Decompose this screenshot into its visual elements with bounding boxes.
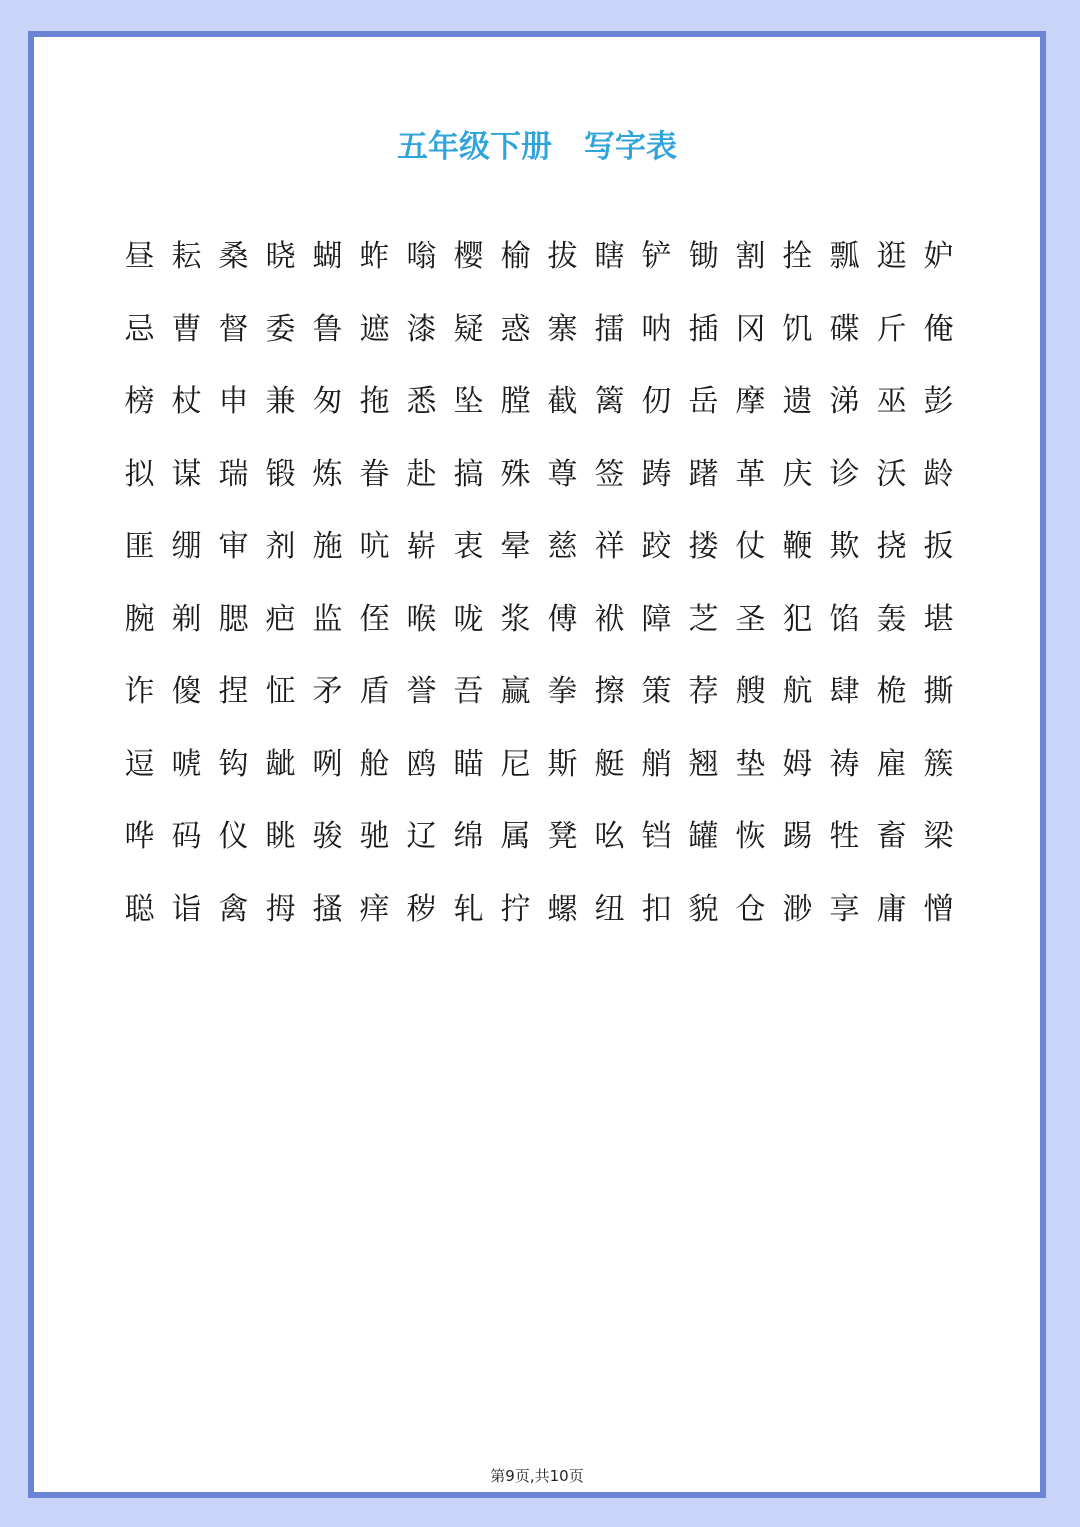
character-cell: 眺	[265, 819, 296, 855]
character-cell: 曹	[171, 311, 202, 347]
character-cell: 袱	[594, 601, 625, 637]
character-row	[116, 725, 966, 798]
character-cell: 赢	[500, 674, 531, 710]
character-cell: 督	[218, 311, 249, 347]
character-cell: 艘	[735, 674, 766, 710]
character-cell: 凳	[547, 819, 578, 855]
character-cell: 踌	[641, 456, 672, 492]
character-cell: 跤	[641, 529, 672, 565]
character-cell: 垫	[735, 746, 766, 782]
character-cell: 憎	[923, 891, 954, 927]
character-cell: 搞	[453, 456, 484, 492]
character-cell: 逛	[876, 239, 907, 275]
character-cell: 傅	[547, 601, 578, 637]
character-cell: 摩	[735, 384, 766, 420]
character-cell: 妒	[923, 239, 954, 275]
character-grid	[116, 217, 966, 942]
character-cell: 貌	[688, 891, 719, 927]
character-cell: 仗	[735, 529, 766, 565]
character-cell: 施	[312, 529, 343, 565]
character-cell: 碟	[829, 311, 860, 347]
character-cell: 瞄	[453, 746, 484, 782]
character-cell: 盾	[359, 674, 390, 710]
character-cell: 蚱	[359, 239, 390, 275]
character-cell: 委	[265, 311, 296, 347]
character-cell: 吾	[453, 674, 484, 710]
character-cell: 馅	[829, 601, 860, 637]
character-cell: 浆	[500, 601, 531, 637]
character-cell: 侄	[359, 601, 390, 637]
character-cell: 艄	[641, 746, 672, 782]
character-cell: 拖	[359, 384, 390, 420]
character-cell: 障	[641, 601, 672, 637]
character-cell: 昼	[124, 239, 155, 275]
character-cell: 涕	[829, 384, 860, 420]
character-cell: 彭	[923, 384, 954, 420]
character-cell: 衷	[453, 529, 484, 565]
character-cell: 庆	[782, 456, 813, 492]
character-cell: 革	[735, 456, 766, 492]
character-cell: 唬	[171, 746, 202, 782]
character-cell: 龄	[923, 456, 954, 492]
character-cell: 吭	[359, 529, 390, 565]
character-cell: 铲	[641, 239, 672, 275]
character-cell: 赴	[406, 456, 437, 492]
character-cell: 榜	[124, 384, 155, 420]
character-cell: 聪	[124, 891, 155, 927]
character-cell: 疑	[453, 311, 484, 347]
character-cell: 码	[171, 819, 202, 855]
character-cell: 锄	[688, 239, 719, 275]
character-cell: 喉	[406, 601, 437, 637]
character-cell: 仞	[641, 384, 672, 420]
character-cell: 晓	[265, 239, 296, 275]
character-cell: 纽	[594, 891, 625, 927]
character-cell: 桑	[218, 239, 249, 275]
character-cell: 怔	[265, 674, 296, 710]
character-cell: 殊	[500, 456, 531, 492]
character-cell: 擦	[594, 674, 625, 710]
character-cell: 禽	[218, 891, 249, 927]
character-cell: 晕	[500, 529, 531, 565]
character-cell: 斯	[547, 746, 578, 782]
character-cell: 渺	[782, 891, 813, 927]
character-cell: 拔	[547, 239, 578, 275]
character-cell: 桅	[876, 674, 907, 710]
character-cell: 扣	[641, 891, 672, 927]
character-cell: 畜	[876, 819, 907, 855]
character-row	[116, 290, 966, 363]
character-cell: 驰	[359, 819, 390, 855]
character-cell: 搔	[312, 891, 343, 927]
character-cell: 申	[218, 384, 249, 420]
character-cell: 痒	[359, 891, 390, 927]
character-cell: 膛	[500, 384, 531, 420]
character-cell: 仪	[218, 819, 249, 855]
character-row	[116, 362, 966, 435]
character-cell: 腮	[218, 601, 249, 637]
character-cell: 拳	[547, 674, 578, 710]
character-cell: 堪	[923, 601, 954, 637]
character-row	[116, 435, 966, 508]
character-cell: 咙	[453, 601, 484, 637]
character-cell: 欺	[829, 529, 860, 565]
character-cell: 悉	[406, 384, 437, 420]
character-cell: 吆	[594, 819, 625, 855]
page-number: 第9页,共10页	[490, 1467, 584, 1485]
character-cell: 瑞	[218, 456, 249, 492]
character-cell: 沃	[876, 456, 907, 492]
character-cell: 剃	[171, 601, 202, 637]
character-cell: 罐	[688, 819, 719, 855]
character-cell: 锻	[265, 456, 296, 492]
character-cell: 腕	[124, 601, 155, 637]
character-cell: 撕	[923, 674, 954, 710]
character-cell: 插	[688, 311, 719, 347]
character-cell: 瞎	[594, 239, 625, 275]
character-cell: 审	[218, 529, 249, 565]
character-cell: 拇	[265, 891, 296, 927]
character-cell: 铛	[641, 819, 672, 855]
character-cell: 犯	[782, 601, 813, 637]
character-cell: 嗡	[406, 239, 437, 275]
character-cell: 艇	[594, 746, 625, 782]
character-cell: 庸	[876, 891, 907, 927]
character-cell: 搂	[688, 529, 719, 565]
character-row	[116, 217, 966, 290]
character-cell: 瓢	[829, 239, 860, 275]
character-cell: 簇	[923, 746, 954, 782]
character-cell: 挠	[876, 529, 907, 565]
character-cell: 荐	[688, 674, 719, 710]
character-row	[116, 870, 966, 943]
character-cell: 仓	[735, 891, 766, 927]
character-cell: 杖	[171, 384, 202, 420]
character-cell: 擂	[594, 311, 625, 347]
character-cell: 芝	[688, 601, 719, 637]
character-cell: 鲁	[312, 311, 343, 347]
character-cell: 梁	[923, 819, 954, 855]
character-cell: 诈	[124, 674, 155, 710]
character-cell: 龇	[265, 746, 296, 782]
character-cell: 蝴	[312, 239, 343, 275]
character-cell: 钩	[218, 746, 249, 782]
character-cell: 疤	[265, 601, 296, 637]
character-cell: 捏	[218, 674, 249, 710]
character-cell: 鸥	[406, 746, 437, 782]
character-cell: 扳	[923, 529, 954, 565]
character-cell: 慈	[547, 529, 578, 565]
character-cell: 鞭	[782, 529, 813, 565]
character-cell: 耘	[171, 239, 202, 275]
character-cell: 雇	[876, 746, 907, 782]
character-cell: 崭	[406, 529, 437, 565]
character-cell: 樱	[453, 239, 484, 275]
character-row	[116, 507, 966, 580]
character-cell: 巫	[876, 384, 907, 420]
character-cell: 辽	[406, 819, 437, 855]
character-cell: 翘	[688, 746, 719, 782]
character-cell: 矛	[312, 674, 343, 710]
character-cell: 誉	[406, 674, 437, 710]
character-cell: 斤	[876, 311, 907, 347]
character-cell: 兼	[265, 384, 296, 420]
character-cell: 监	[312, 601, 343, 637]
character-cell: 咧	[312, 746, 343, 782]
character-cell: 轧	[453, 891, 484, 927]
character-cell: 遗	[782, 384, 813, 420]
character-cell: 拴	[782, 239, 813, 275]
character-cell: 傻	[171, 674, 202, 710]
character-cell: 拟	[124, 456, 155, 492]
title-table-name: 写字表	[584, 129, 677, 165]
character-cell: 炼	[312, 456, 343, 492]
title-grade: 五年级下册	[397, 129, 552, 165]
character-cell: 祥	[594, 529, 625, 565]
character-cell: 轰	[876, 601, 907, 637]
character-cell: 躇	[688, 456, 719, 492]
character-cell: 圣	[735, 601, 766, 637]
character-cell: 遮	[359, 311, 390, 347]
character-cell: 忌	[124, 311, 155, 347]
character-cell: 岳	[688, 384, 719, 420]
character-row	[116, 797, 966, 870]
character-cell: 尊	[547, 456, 578, 492]
character-cell: 牲	[829, 819, 860, 855]
character-cell: 肆	[829, 674, 860, 710]
character-cell: 榆	[500, 239, 531, 275]
character-cell: 呐	[641, 311, 672, 347]
character-cell: 踢	[782, 819, 813, 855]
character-cell: 哗	[124, 819, 155, 855]
character-cell: 拧	[500, 891, 531, 927]
page-frame	[28, 31, 1046, 1498]
character-cell: 饥	[782, 311, 813, 347]
character-cell: 眷	[359, 456, 390, 492]
character-cell: 漆	[406, 311, 437, 347]
character-cell: 绷	[171, 529, 202, 565]
character-cell: 剂	[265, 529, 296, 565]
character-cell: 舱	[359, 746, 390, 782]
character-cell: 寨	[547, 311, 578, 347]
character-cell: 逗	[124, 746, 155, 782]
character-cell: 坠	[453, 384, 484, 420]
character-cell: 签	[594, 456, 625, 492]
character-row	[116, 580, 966, 653]
character-cell: 属	[500, 819, 531, 855]
page-title	[34, 121, 1040, 166]
character-cell: 秽	[406, 891, 437, 927]
character-cell: 绵	[453, 819, 484, 855]
character-cell: 祷	[829, 746, 860, 782]
character-cell: 享	[829, 891, 860, 927]
character-cell: 尼	[500, 746, 531, 782]
character-cell: 诣	[171, 891, 202, 927]
character-cell: 螺	[547, 891, 578, 927]
character-cell: 谋	[171, 456, 202, 492]
character-cell: 惑	[500, 311, 531, 347]
character-cell: 诊	[829, 456, 860, 492]
character-cell: 截	[547, 384, 578, 420]
character-cell: 篱	[594, 384, 625, 420]
character-cell: 姆	[782, 746, 813, 782]
character-cell: 匪	[124, 529, 155, 565]
character-cell: 割	[735, 239, 766, 275]
character-cell: 冈	[735, 311, 766, 347]
character-cell: 航	[782, 674, 813, 710]
character-cell: 恢	[735, 819, 766, 855]
character-cell: 俺	[923, 311, 954, 347]
character-row	[116, 652, 966, 725]
character-cell: 策	[641, 674, 672, 710]
character-cell: 匆	[312, 384, 343, 420]
character-cell: 骏	[312, 819, 343, 855]
